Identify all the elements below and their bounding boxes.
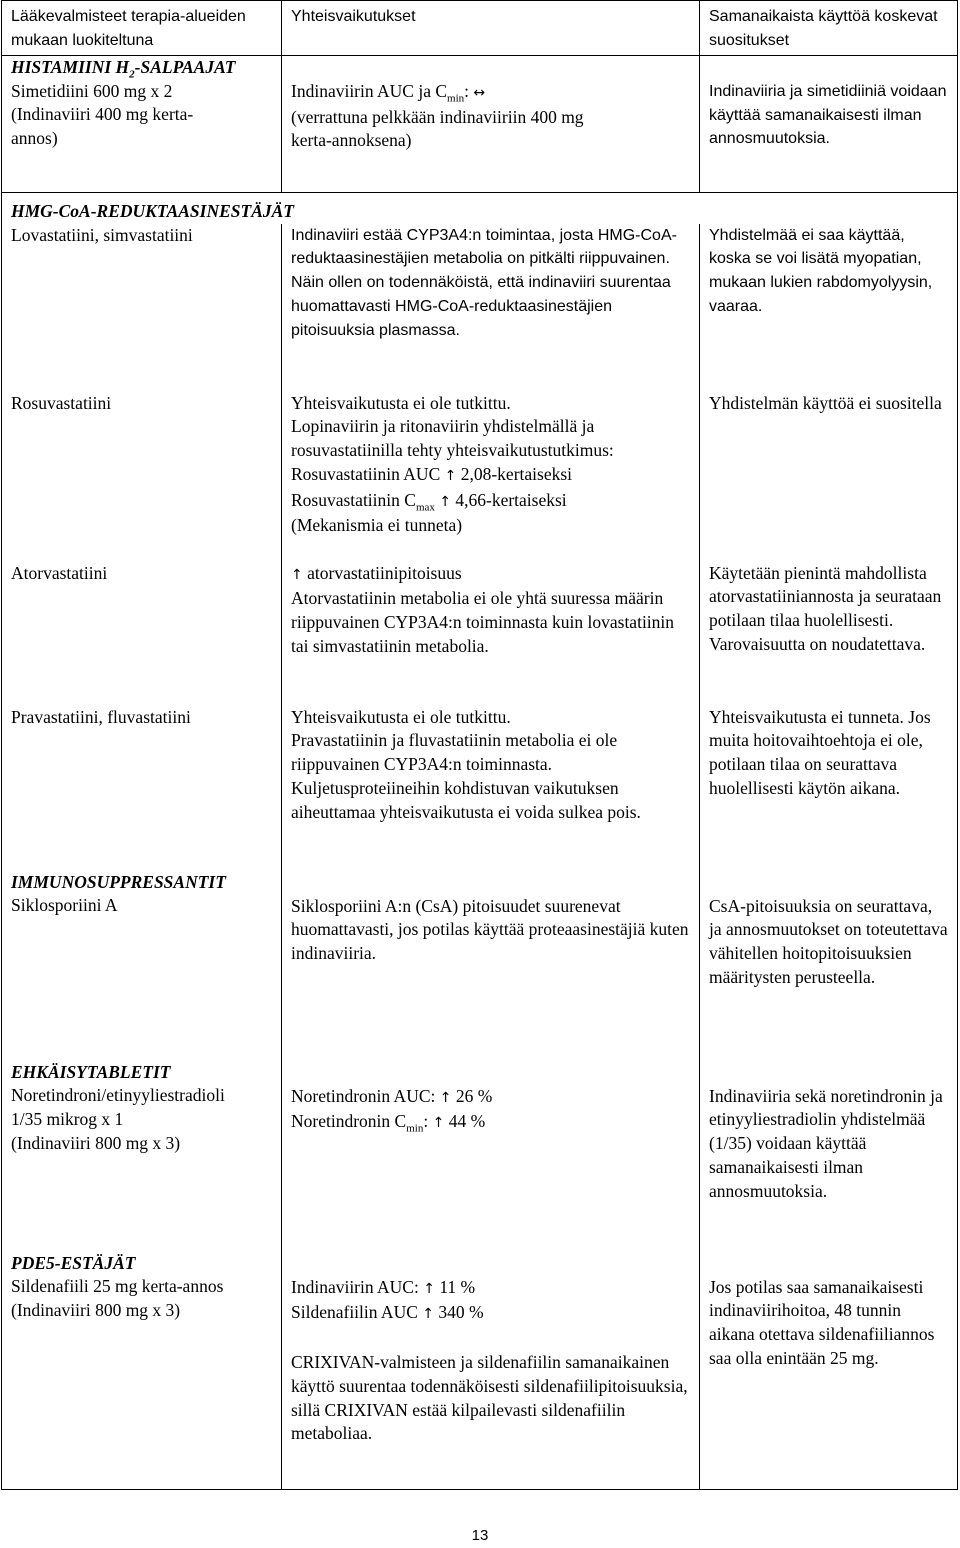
sildenafil-effect: Indinaviirin AUC: ↑ 11 % Sildenafiilin AUC ↑ 340 % CRIXIVAN-valmisteen ja sildenafiilin samanaikainen käyttö suurentaa todennäköisesti sildenafiilipitoisuuksia, sillä CRIXIVAN estää kilpailevasti sildenafiilin metaboliaa. bbox=[282, 1250, 700, 1490]
contraceptive-drug-cell: EHKÄISYTABLETIT Noretindroni/etinyyliestradioli 1/35 mikrog x 1 (Indinaviiri 800 mg x 3) bbox=[2, 1059, 282, 1250]
drug-rosuvastatin: Rosuvastatiini bbox=[2, 390, 282, 560]
lovastatin-effect: Indinaviiri estää CYP3A4:n toimintaa, josta HMG-CoA-reduktaasinestäjien metabolia on pitkälti riippuvainen. Näin ollen on todennäköistä, että indinaviiri suurentaa huomattavasti HMG-CoA-reduktaasinestäjien pitoisuuksia plasmassa. bbox=[282, 224, 700, 390]
drug-atorvastatin: Atorvastatiini bbox=[2, 560, 282, 704]
rosuvastatin-auc: Rosuvastatiinin AUC ↑ 2,08-kertaiseksi bbox=[291, 463, 573, 484]
histamine-drug-cell: HISTAMIINI $H_2$-SALPAAJAT Simetidiini 600 mg x 2 (Indinaviiri 400 mg kerta- annos) bbox=[2, 56, 282, 193]
increase-arrow-icon: ↑ bbox=[439, 493, 451, 510]
sildenafil-recommendation: Jos potilas saa samanaikaisesti indinaviirihoitoa, 48 tunnin aikana otettava sildenafiiliannos saa olla enintään 25 mg. bbox=[700, 1250, 958, 1490]
atorvastatin-effect: ↑ atorvastatiinipitoisuus Atorvastatiinin metabolia ei ole yhtä suuressa määrin riippuvainen CYP3A4:n toiminnasta kuin lovastatiinin tai simvastatiinin metabolia. bbox=[282, 560, 700, 704]
drug-lovastatin-simvastatin: Lovastatiini, simvastatiini bbox=[2, 224, 282, 390]
ciclosporin-recommendation: CsA-pitoisuuksia on seurattava, ja annosmuutokset on toteutettava vähitellen hoitopitoisuuksien määritysten perusteella. bbox=[700, 869, 958, 1059]
section-heading-pde5: PDE5-ESTÄJÄT bbox=[11, 1252, 136, 1273]
contraceptive-recommendation: Indinaviiria sekä noretindronin ja etinyyliestradiolin yhdistelmää (1/35) voidaan käyttää samanaikaisesti ilman annosmuutoksia. bbox=[700, 1059, 958, 1250]
rosuvastatin-row bbox=[2, 390, 958, 560]
drug-cimetidine: Simetidiini 600 mg x 2 bbox=[11, 80, 173, 101]
increase-arrow-icon: ↑ bbox=[423, 1280, 435, 1297]
pde5-row bbox=[2, 1250, 958, 1490]
atorvastatin-recommendation: Käytetään pienintä mahdollista atorvastatiiniannosta ja seurataan potilaan tilaa huolellisesti. Varovaisuutta on noudatettava. bbox=[700, 560, 958, 704]
hmg-section-row bbox=[2, 193, 958, 224]
increase-arrow-icon: ↑ bbox=[432, 1115, 445, 1132]
atorvastatin-row bbox=[2, 560, 958, 704]
pde5-drug-cell: PDE5-ESTÄJÄT Sildenafiili 25 mg kerta-annos (Indinaviiri 800 mg x 3) bbox=[2, 1250, 282, 1490]
section-heading-contraceptives: EHKÄISYTABLETIT bbox=[11, 1061, 171, 1082]
header-interactions: Yhteisvaikutukset bbox=[282, 1, 700, 56]
lovastatin-recommendation: Yhdistelmää ei saa käyttää, koska se voi lisätä myopatian, mukaan lukien rabdomyolyysin, vaaraa. bbox=[700, 224, 958, 390]
immunosuppressant-row bbox=[2, 869, 958, 1059]
rosuvastatin-effect: Yhteisvaikutusta ei ole tutkittu. Lopinaviirin ja ritonaviirin yhdistelmällä ja rosuvastatiinilla tehty yhteisvaikutustutkimus: Rosuvastatiinin AUC ↑ 2,08-kertaiseksi Rosuvastatiinin $C_{max}$ ↑ 4,66-kertaiseksi (Mekanismia ei tunneta) bbox=[282, 390, 700, 560]
header-therapeutic-area: Lääkevalmisteet terapia-alueiden mukaan luokiteltuna bbox=[2, 1, 282, 56]
drug-ciclosporin: Siklosporiini A bbox=[11, 895, 118, 916]
contraceptive-effect: Noretindronin AUC: ↑ 26 % Noretindronin $C_{min}$: ↑ 44 % bbox=[282, 1059, 700, 1250]
increase-arrow-icon: ↑ bbox=[444, 467, 457, 484]
increase-arrow-icon: ↑ bbox=[439, 1089, 452, 1106]
interaction-table bbox=[1, 0, 958, 1490]
contraceptive-row bbox=[2, 1059, 958, 1250]
no-change-arrow-icon: ↔ bbox=[473, 85, 486, 101]
section-heading-hmg: HMG-CoA-REDUKTAASINESTÄJÄT bbox=[2, 193, 958, 224]
ciclosporin-effect: Siklosporiini A:n (CsA) pitoisuudet suurenevat huomattavasti, jos potilas käyttää proteaasinestäjiä kuten indinaviiria. bbox=[282, 869, 700, 1059]
increase-arrow-icon: ↑ bbox=[291, 566, 303, 583]
histamine-recommendation: Indinaviiria ja simetidiiniä voidaan käyttää samanaikaisesti ilman annosmuutoksia. bbox=[700, 56, 958, 193]
section-heading-histamine: HISTAMIINI $H_2$-SALPAAJAT bbox=[11, 57, 236, 81]
header-recommendations: Samanaikaista käyttöä koskevat suositukset bbox=[700, 1, 958, 56]
pravastatin-recommendation: Yhteisvaikutusta ei tunneta. Jos muita hoitovaihtoehtoja ei ole, potilaan tilaa on seurattava huolellisesti käytön aikana. bbox=[700, 704, 958, 869]
table-header-row bbox=[2, 1, 958, 56]
histamine-effect-auc: Indinaviirin AUC ja $C_{min}$: ↔ bbox=[291, 81, 486, 105]
page-number: 13 bbox=[471, 1527, 489, 1544]
lovastatin-row bbox=[2, 224, 958, 390]
rosuvastatin-cmax: Rosuvastatiinin $C_{max}$ ↑ 4,66-kertaiseksi bbox=[291, 489, 567, 514]
pravastatin-effect: Yhteisvaikutusta ei ole tutkittu. Pravastatiinin ja fluvastatiinin metabolia ei ole riippuvainen CYP3A4:n toiminnasta. Kuljetusproteiineihin kohdistuvan vaikutuksen aiheuttamaa yhteisvaikutusta ei voida sulkea pois. bbox=[282, 704, 700, 869]
immunosuppressant-drug-cell bbox=[2, 869, 282, 1059]
drug-pravastatin-fluvastatin: Pravastatiini, fluvastatiini bbox=[2, 704, 282, 869]
histamine-row bbox=[2, 56, 958, 193]
pravastatin-row bbox=[2, 704, 958, 869]
histamine-effect-cell: Indinaviirin AUC ja $C_{min}$: ↔ (verrattuna pelkkään indinaviiriin 400 mg kerta-annoksena) bbox=[282, 56, 700, 193]
increase-arrow-icon: ↑ bbox=[422, 1306, 434, 1323]
rosuvastatin-recommendation: Yhdistelmän käyttöä ei suositella bbox=[700, 390, 958, 560]
section-heading-immuno: IMMUNOSUPPRESSANTIT bbox=[11, 871, 226, 892]
